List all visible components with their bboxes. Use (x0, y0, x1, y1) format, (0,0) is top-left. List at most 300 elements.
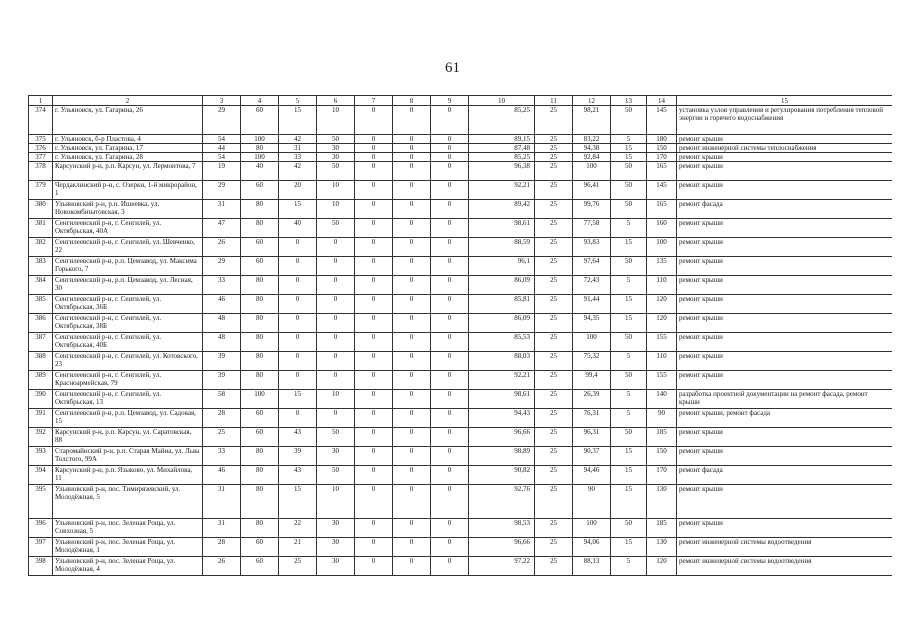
cell-c11: 25 (535, 144, 573, 153)
column-header-10: 10 (469, 96, 535, 106)
cell-c9: 0 (431, 106, 469, 135)
cell-work: ремонт крыши (677, 371, 893, 390)
cell-c14: 110 (647, 276, 677, 295)
cell-c3: 26 (203, 238, 241, 257)
cell-c5: 15 (279, 200, 317, 219)
cell-c11: 25 (535, 106, 573, 135)
table-row (29, 238, 893, 257)
cell-c13: 5 (611, 557, 647, 576)
cell-c3: 19 (203, 162, 241, 181)
cell-c3: 29 (203, 106, 241, 135)
cell-c6: 30 (317, 153, 355, 162)
cell-c14: 150 (647, 144, 677, 153)
cell-address: г. Ульяновск, б-р Пластова, 4 (53, 135, 203, 144)
cell-c7: 0 (355, 447, 393, 466)
cell-work: ремонт крыши (677, 238, 893, 257)
cell-work: ремонт крыши (677, 295, 893, 314)
cell-c7: 0 (355, 106, 393, 135)
cell-c11: 25 (535, 219, 573, 238)
cell-c6: 0 (317, 238, 355, 257)
cell-c12: 72,43 (573, 276, 611, 295)
cell-work: ремонт крыши (677, 153, 893, 162)
cell-c14: 145 (647, 181, 677, 200)
cell-c9: 0 (431, 144, 469, 153)
cell-c14: 130 (647, 485, 677, 519)
cell-c14: 170 (647, 153, 677, 162)
cell-n: 377 (29, 153, 53, 162)
cell-c12: 96,41 (573, 181, 611, 200)
cell-c8: 0 (393, 428, 431, 447)
cell-c6: 30 (317, 538, 355, 557)
cell-c7: 0 (355, 144, 393, 153)
cell-c7: 0 (355, 557, 393, 576)
cell-n: 393 (29, 447, 53, 466)
cell-address: г. Ульяновск, ул. Гагарина, 28 (53, 153, 203, 162)
cell-c6: 0 (317, 314, 355, 333)
cell-c3: 33 (203, 447, 241, 466)
cell-c5: 42 (279, 135, 317, 144)
cell-c14: 155 (647, 333, 677, 352)
cell-c8: 0 (393, 238, 431, 257)
cell-n: 375 (29, 135, 53, 144)
cell-c10: 92,21 (469, 181, 535, 200)
cell-c8: 0 (393, 153, 431, 162)
cell-address: г. Ульяновск, ул. Гагарина, 26 (53, 106, 203, 135)
cell-c7: 0 (355, 257, 393, 276)
cell-c5: 33 (279, 153, 317, 162)
cell-c7: 0 (355, 333, 393, 352)
column-header-2: 2 (53, 96, 203, 106)
cell-c9: 0 (431, 181, 469, 200)
cell-c9: 0 (431, 390, 469, 409)
cell-c10: 86,09 (469, 276, 535, 295)
cell-c9: 0 (431, 371, 469, 390)
cell-c13: 50 (611, 371, 647, 390)
cell-c5: 15 (279, 390, 317, 409)
column-header-3: 3 (203, 96, 241, 106)
cell-c13: 15 (611, 466, 647, 485)
cell-c4: 60 (241, 409, 279, 428)
cell-work: ремонт крыши (677, 447, 893, 466)
cell-c5: 43 (279, 428, 317, 447)
cell-c3: 33 (203, 276, 241, 295)
cell-c6: 10 (317, 390, 355, 409)
cell-c4: 80 (241, 333, 279, 352)
cell-c7: 0 (355, 153, 393, 162)
cell-c6: 50 (317, 162, 355, 181)
cell-address: Ульяновский р-н, пос. Тимирязевский, ул. Молодёжная, 5 (53, 485, 203, 519)
cell-c7: 0 (355, 135, 393, 144)
cell-c13: 15 (611, 447, 647, 466)
cell-n: 376 (29, 144, 53, 153)
cell-c4: 80 (241, 314, 279, 333)
cell-c14: 130 (647, 538, 677, 557)
cell-c5: 0 (279, 409, 317, 428)
cell-c10: 98,53 (469, 519, 535, 538)
cell-c3: 39 (203, 352, 241, 371)
cell-c10: 89,42 (469, 200, 535, 219)
cell-c14: 120 (647, 314, 677, 333)
cell-c14: 145 (647, 106, 677, 135)
cell-c5: 39 (279, 447, 317, 466)
cell-c3: 48 (203, 314, 241, 333)
cell-address: Ульяновский р-н, р.п. Ишеевка, ул. Новокомбинатовская, 3 (53, 200, 203, 219)
cell-c13: 50 (611, 200, 647, 219)
cell-n: 388 (29, 352, 53, 371)
cell-c4: 60 (241, 106, 279, 135)
cell-c7: 0 (355, 409, 393, 428)
cell-c10: 96,66 (469, 538, 535, 557)
cell-c9: 0 (431, 153, 469, 162)
cell-work: ремонт фасада (677, 466, 893, 485)
cell-c14: 185 (647, 428, 677, 447)
cell-c3: 48 (203, 333, 241, 352)
cell-c3: 31 (203, 519, 241, 538)
cell-c5: 42 (279, 162, 317, 181)
cell-c8: 0 (393, 276, 431, 295)
cell-c9: 0 (431, 557, 469, 576)
cell-c9: 0 (431, 333, 469, 352)
cell-c8: 0 (393, 135, 431, 144)
cell-c9: 0 (431, 519, 469, 538)
cell-c11: 25 (535, 333, 573, 352)
cell-c3: 28 (203, 409, 241, 428)
cell-c14: 150 (647, 447, 677, 466)
cell-c14: 165 (647, 162, 677, 181)
cell-c6: 30 (317, 144, 355, 153)
cell-c5: 0 (279, 352, 317, 371)
cell-address: Сенгилеевский р-н, г. Сенгилей, ул. Октябрьская, 36Б (53, 295, 203, 314)
cell-c11: 25 (535, 200, 573, 219)
cell-c9: 0 (431, 409, 469, 428)
data-table (28, 95, 892, 576)
cell-work: ремонт крыши, ремонт фасада (677, 409, 893, 428)
cell-c7: 0 (355, 519, 393, 538)
cell-c7: 0 (355, 390, 393, 409)
cell-c5: 0 (279, 314, 317, 333)
cell-work: ремонт крыши (677, 333, 893, 352)
cell-c6: 50 (317, 135, 355, 144)
cell-c6: 50 (317, 466, 355, 485)
cell-work: ремонт крыши (677, 485, 893, 519)
cell-c8: 0 (393, 295, 431, 314)
table-row (29, 466, 893, 485)
cell-c7: 0 (355, 485, 393, 519)
cell-c14: 135 (647, 257, 677, 276)
cell-c8: 0 (393, 352, 431, 371)
cell-work: ремонт инженерной системы теплоснабжения (677, 144, 893, 153)
cell-c9: 0 (431, 485, 469, 519)
cell-n: 391 (29, 409, 53, 428)
cell-c7: 0 (355, 538, 393, 557)
cell-c13: 15 (611, 538, 647, 557)
cell-c7: 0 (355, 276, 393, 295)
cell-n: 397 (29, 538, 53, 557)
cell-n: 396 (29, 519, 53, 538)
cell-c11: 25 (535, 181, 573, 200)
cell-c6: 10 (317, 106, 355, 135)
cell-c7: 0 (355, 466, 393, 485)
cell-c6: 0 (317, 276, 355, 295)
cell-c14: 140 (647, 390, 677, 409)
cell-work: ремонт крыши (677, 162, 893, 181)
cell-c7: 0 (355, 238, 393, 257)
cell-address: Карсунский р-н, р.п. Языково, ул. Михайлова, 11 (53, 466, 203, 485)
cell-c13: 50 (611, 333, 647, 352)
cell-c8: 0 (393, 538, 431, 557)
cell-c10: 87,48 (469, 144, 535, 153)
cell-c8: 0 (393, 557, 431, 576)
cell-c11: 25 (535, 257, 573, 276)
cell-c9: 0 (431, 276, 469, 295)
table-container (28, 95, 892, 576)
cell-c12: 75,32 (573, 352, 611, 371)
cell-c9: 0 (431, 352, 469, 371)
cell-c4: 40 (241, 162, 279, 181)
cell-n: 379 (29, 181, 53, 200)
cell-n: 386 (29, 314, 53, 333)
cell-c11: 25 (535, 135, 573, 144)
cell-n: 385 (29, 295, 53, 314)
cell-c4: 60 (241, 257, 279, 276)
cell-c10: 85,25 (469, 153, 535, 162)
cell-n: 394 (29, 466, 53, 485)
cell-c7: 0 (355, 352, 393, 371)
table-row (29, 371, 893, 390)
cell-c11: 25 (535, 295, 573, 314)
cell-c11: 25 (535, 276, 573, 295)
cell-c10: 92,76 (469, 485, 535, 519)
cell-address: Сенгилеевский р-н, г. Сенгилей, ул. Октябрьская, 13 (53, 390, 203, 409)
cell-c6: 0 (317, 333, 355, 352)
cell-c11: 25 (535, 466, 573, 485)
cell-c13: 5 (611, 219, 647, 238)
table-row (29, 276, 893, 295)
cell-c13: 5 (611, 135, 647, 144)
cell-c3: 29 (203, 257, 241, 276)
cell-c9: 0 (431, 314, 469, 333)
cell-c12: 90 (573, 485, 611, 519)
cell-c8: 0 (393, 390, 431, 409)
column-header-11: 11 (535, 96, 573, 106)
cell-c11: 25 (535, 153, 573, 162)
cell-c3: 58 (203, 390, 241, 409)
cell-c14: 180 (647, 135, 677, 144)
cell-address: Сенгилеевский р-н, р.п. Цемзавод, ул. Максима Горького, 7 (53, 257, 203, 276)
cell-c3: 31 (203, 485, 241, 519)
column-header-9: 9 (431, 96, 469, 106)
cell-c12: 83,22 (573, 135, 611, 144)
column-header-15: 15 (677, 96, 893, 106)
cell-address: Ульяновский р-н, пос. Зеленая Роща, ул. Совхозная, 5 (53, 519, 203, 538)
cell-c10: 85,53 (469, 333, 535, 352)
cell-c11: 25 (535, 371, 573, 390)
cell-c10: 88,59 (469, 238, 535, 257)
cell-n: 390 (29, 390, 53, 409)
cell-work: ремонт крыши (677, 428, 893, 447)
cell-c8: 0 (393, 144, 431, 153)
cell-c4: 60 (241, 181, 279, 200)
cell-work: ремонт крыши (677, 257, 893, 276)
cell-c3: 47 (203, 219, 241, 238)
cell-c5: 22 (279, 519, 317, 538)
cell-c11: 25 (535, 519, 573, 538)
cell-c4: 80 (241, 276, 279, 295)
cell-c8: 0 (393, 314, 431, 333)
cell-c10: 94,43 (469, 409, 535, 428)
table-row (29, 409, 893, 428)
cell-c8: 0 (393, 200, 431, 219)
cell-c12: 96,31 (573, 428, 611, 447)
cell-c4: 80 (241, 447, 279, 466)
cell-c13: 5 (611, 390, 647, 409)
cell-c14: 120 (647, 557, 677, 576)
cell-c14: 155 (647, 371, 677, 390)
table-row (29, 519, 893, 538)
cell-c7: 0 (355, 371, 393, 390)
cell-c12: 77,58 (573, 219, 611, 238)
cell-c4: 100 (241, 153, 279, 162)
cell-c10: 96,66 (469, 428, 535, 447)
cell-c7: 0 (355, 295, 393, 314)
cell-c14: 100 (647, 238, 677, 257)
cell-work: ремонт крыши (677, 314, 893, 333)
table-row (29, 106, 893, 135)
cell-c3: 39 (203, 371, 241, 390)
cell-c3: 25 (203, 428, 241, 447)
cell-c3: 54 (203, 153, 241, 162)
cell-work: ремонт крыши (677, 135, 893, 144)
cell-c6: 0 (317, 371, 355, 390)
cell-c11: 25 (535, 409, 573, 428)
cell-c12: 94,38 (573, 144, 611, 153)
cell-address: Сенгилеевский р-н, г. Сенгилей, ул. Октябрьская, 40А (53, 219, 203, 238)
cell-c10: 92,21 (469, 371, 535, 390)
cell-address: Старомайнский р-н, р.п. Старая Майна, ул. Льва Толстого, 99А (53, 447, 203, 466)
cell-c13: 50 (611, 257, 647, 276)
column-header-7: 7 (355, 96, 393, 106)
cell-n: 398 (29, 557, 53, 576)
cell-c7: 0 (355, 428, 393, 447)
cell-address: г. Ульяновск, ул. Гагарина, 17 (53, 144, 203, 153)
cell-c8: 0 (393, 106, 431, 135)
cell-c13: 50 (611, 428, 647, 447)
table-row (29, 557, 893, 576)
cell-c13: 5 (611, 352, 647, 371)
cell-c12: 94,35 (573, 314, 611, 333)
cell-c9: 0 (431, 257, 469, 276)
cell-c9: 0 (431, 219, 469, 238)
cell-work: разработка проектной документации на ремонт фасада, ремонт крыши (677, 390, 893, 409)
cell-address: Сенгилеевский р-н, г. Сенгилей, ул. Шевченко, 22 (53, 238, 203, 257)
cell-address: Чердаклинский р-н, с. Озерки, 1-й микрорайон, 1 (53, 181, 203, 200)
cell-c13: 15 (611, 144, 647, 153)
table-row (29, 314, 893, 333)
cell-c12: 76,31 (573, 409, 611, 428)
cell-work: ремонт инженерной системы водоотведения (677, 538, 893, 557)
cell-c8: 0 (393, 409, 431, 428)
cell-c14: 160 (647, 219, 677, 238)
cell-c11: 25 (535, 390, 573, 409)
cell-c9: 0 (431, 447, 469, 466)
cell-c13: 50 (611, 519, 647, 538)
cell-c4: 80 (241, 371, 279, 390)
cell-c5: 0 (279, 371, 317, 390)
cell-c4: 80 (241, 200, 279, 219)
table-row (29, 352, 893, 371)
cell-c10: 98,61 (469, 390, 535, 409)
cell-c11: 25 (535, 162, 573, 181)
table-body (29, 106, 893, 576)
cell-c6: 0 (317, 352, 355, 371)
cell-c13: 5 (611, 409, 647, 428)
cell-c10: 96,1 (469, 257, 535, 276)
cell-c11: 25 (535, 238, 573, 257)
cell-c4: 60 (241, 238, 279, 257)
cell-c10: 85,81 (469, 295, 535, 314)
cell-c5: 20 (279, 181, 317, 200)
cell-c12: 92,84 (573, 153, 611, 162)
cell-c12: 100 (573, 519, 611, 538)
cell-c9: 0 (431, 466, 469, 485)
cell-c3: 26 (203, 557, 241, 576)
cell-work: ремонт фасада (677, 200, 893, 219)
cell-n: 378 (29, 162, 53, 181)
cell-address: Карсунский р-н, р.п. Карсун, ул. Лермонтова, 7 (53, 162, 203, 181)
cell-c14: 170 (647, 466, 677, 485)
cell-c12: 98,21 (573, 106, 611, 135)
cell-n: 395 (29, 485, 53, 519)
cell-c4: 100 (241, 390, 279, 409)
table-row (29, 162, 893, 181)
cell-c13: 15 (611, 295, 647, 314)
cell-c5: 15 (279, 485, 317, 519)
cell-c4: 60 (241, 557, 279, 576)
cell-c12: 90,37 (573, 447, 611, 466)
page-number: 61 (445, 60, 460, 76)
cell-c8: 0 (393, 257, 431, 276)
cell-c8: 0 (393, 181, 431, 200)
header-row (29, 96, 893, 106)
cell-c14: 120 (647, 295, 677, 314)
cell-n: 384 (29, 276, 53, 295)
cell-c6: 30 (317, 447, 355, 466)
cell-c4: 80 (241, 352, 279, 371)
cell-work: ремонт крыши (677, 276, 893, 295)
table-row (29, 333, 893, 352)
cell-c4: 80 (241, 219, 279, 238)
cell-c6: 30 (317, 519, 355, 538)
column-header-14: 14 (647, 96, 677, 106)
cell-c8: 0 (393, 466, 431, 485)
cell-c12: 99,4 (573, 371, 611, 390)
cell-address: Сенгилеевский р-н, г. Сенгилей, ул. Котовского, 23 (53, 352, 203, 371)
cell-c4: 100 (241, 135, 279, 144)
cell-c5: 21 (279, 538, 317, 557)
cell-c10: 86,09 (469, 314, 535, 333)
cell-c6: 50 (317, 428, 355, 447)
cell-c10: 98,61 (469, 219, 535, 238)
cell-n: 380 (29, 200, 53, 219)
cell-c8: 0 (393, 371, 431, 390)
cell-c13: 50 (611, 162, 647, 181)
cell-c11: 25 (535, 447, 573, 466)
cell-address: Ульяновский р-н, пос. Зеленая Роща, ул. Молодёжная, 4 (53, 557, 203, 576)
cell-c7: 0 (355, 314, 393, 333)
cell-n: 382 (29, 238, 53, 257)
cell-c12: 94,06 (573, 538, 611, 557)
cell-c9: 0 (431, 295, 469, 314)
